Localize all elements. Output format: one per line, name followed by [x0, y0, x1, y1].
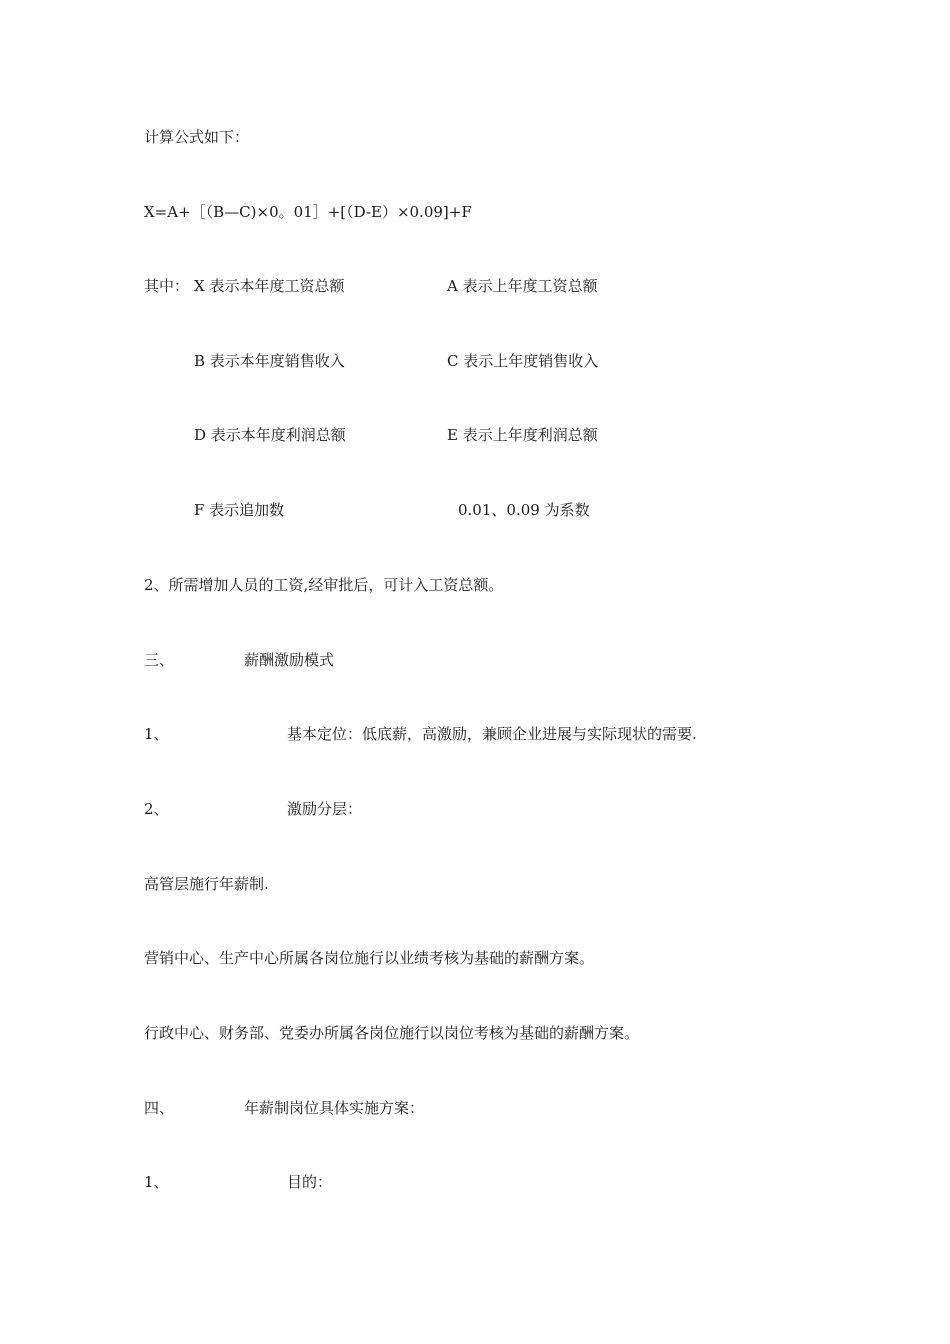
coefficient-note: 0.01、0.09 为系数: [458, 501, 590, 519]
section-3-number: 三、: [144, 651, 175, 669]
var-x-def: X 表示本年度工资总额: [194, 277, 345, 295]
section-3-item-1-text: 基本定位：低底薪，高激励，兼顾企业进展与实际现状的需要.: [287, 725, 697, 743]
tier-admin-finance: 行政中心、财务部、党委办所属各岗位施行以岗位考核为基础的薪酬方案。: [144, 1024, 640, 1042]
var-d-def: D 表示本年度利润总额: [194, 426, 346, 444]
tier-executive: 高管层施行年薪制.: [144, 875, 269, 893]
where-prefix: 其中：: [144, 277, 190, 295]
tier-marketing-production: 营销中心、生产中心所属各岗位施行以业绩考核为基础的薪酬方案。: [144, 949, 595, 967]
section-3-item-2-text: 激励分层：: [287, 800, 363, 818]
var-b-def: B 表示本年度销售收入: [194, 352, 345, 370]
section-3-item-2-number: 2、: [144, 800, 169, 818]
var-c-def: C 表示上年度销售收入: [447, 352, 599, 370]
formula-intro: 计算公式如下：: [144, 128, 250, 146]
formula: X=A+［（B—C)×0。01］+[（D-E）×0.09]+F: [144, 203, 472, 221]
var-e-def: E 表示上年度利润总额: [447, 426, 598, 444]
section-3-item-1-number: 1、: [144, 725, 169, 743]
section-4-item-1-number: 1、: [144, 1173, 169, 1191]
item-2-text: 2、所需增加人员的工资,经审批后，可计入工资总额。: [144, 576, 504, 594]
section-4-title: 年薪制岗位具体实施方案：: [244, 1099, 425, 1117]
section-4-number: 四、: [144, 1099, 175, 1117]
var-f-def: F 表示追加数: [194, 501, 285, 519]
section-3-title: 薪酬激励模式: [244, 651, 335, 669]
var-a-def: A 表示上年度工资总额: [447, 277, 598, 295]
section-4-item-1-text: 目的：: [287, 1173, 333, 1191]
